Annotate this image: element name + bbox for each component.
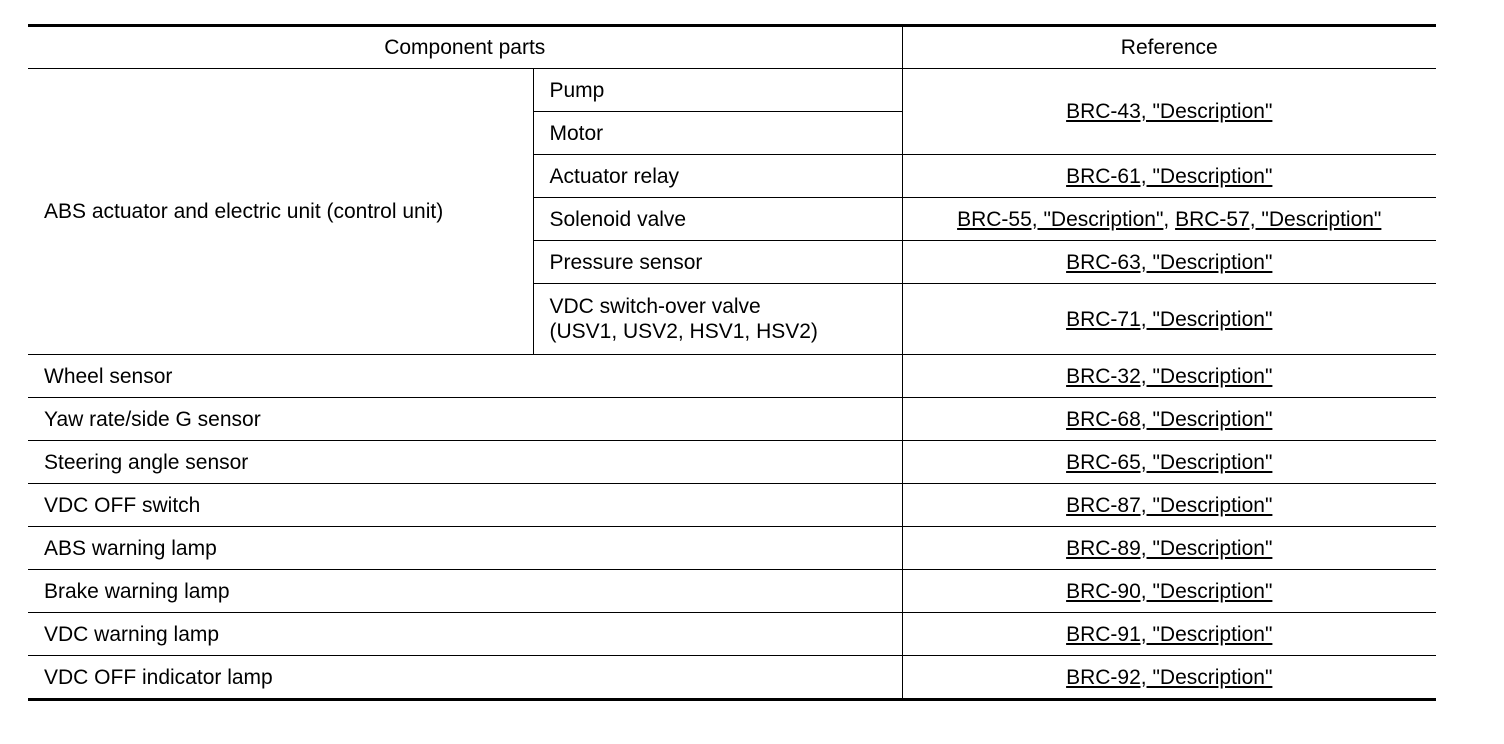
part-name: ABS warning lamp (28, 527, 902, 570)
reference-cell (902, 355, 1436, 398)
sub-part-pressure-sensor: Pressure sensor (533, 241, 902, 284)
reference-link[interactable]: BRC-65, "Description" (1066, 450, 1273, 474)
reference-link[interactable]: BRC-89, "Description" (1066, 536, 1273, 560)
reference-link[interactable]: BRC-63, "Description" (1066, 250, 1273, 274)
reference-link[interactable]: BRC-32, "Description" (1066, 364, 1273, 388)
part-name: Wheel sensor (28, 355, 902, 398)
sub-part-solenoid-valve: Solenoid valve (533, 198, 902, 241)
table-row (28, 613, 1436, 656)
reference-link[interactable]: BRC-43, "Description" (1066, 100, 1273, 123)
table-row (28, 527, 1436, 570)
sub-part-vdc-switch-over-valve (533, 284, 902, 355)
reference-cell (902, 613, 1436, 656)
reference-link[interactable]: BRC-87, "Description" (1066, 493, 1273, 517)
table-row (28, 570, 1436, 613)
sub-part-motor: Motor (533, 112, 902, 155)
reference-link[interactable]: BRC-55, "Description" (957, 207, 1164, 231)
reference-link[interactable]: BRC-90, "Description" (1066, 579, 1273, 603)
vdc-valve-line-1: VDC switch-over valve (549, 295, 761, 318)
part-name: VDC warning lamp (28, 613, 902, 656)
table-row (28, 355, 1436, 398)
table-row (28, 441, 1436, 484)
header-component-parts: Component parts (28, 26, 902, 69)
part-name: Steering angle sensor (28, 441, 902, 484)
reference-cell (902, 484, 1436, 527)
reference-cell (902, 656, 1436, 700)
reference-cell (902, 155, 1436, 198)
reference-cell (902, 398, 1436, 441)
reference-cell (902, 527, 1436, 570)
reference-link[interactable]: BRC-68, "Description" (1066, 407, 1273, 431)
table-row (28, 69, 1436, 112)
part-name: Brake warning lamp (28, 570, 902, 613)
sub-part-pump: Pump (533, 69, 902, 112)
reference-cell (902, 570, 1436, 613)
abs-unit-label: ABS actuator and electric unit (control unit) (28, 69, 533, 355)
part-name: Yaw rate/side G sensor (28, 398, 902, 441)
reference-separator: , (1163, 207, 1176, 231)
header-reference: Reference (902, 26, 1436, 69)
table-row (28, 398, 1436, 441)
table-row (28, 656, 1436, 700)
reference-link[interactable]: BRC-71, "Description" (1066, 307, 1273, 331)
component-parts-table (28, 24, 1436, 701)
vdc-valve-line-2: (USV1, USV2, HSV1, HSV2) (549, 320, 818, 343)
part-name: VDC OFF switch (28, 484, 902, 527)
reference-cell (902, 441, 1436, 484)
reference-cell (902, 284, 1436, 355)
reference-cell (902, 198, 1436, 241)
reference-link[interactable]: BRC-61, "Description" (1066, 164, 1273, 188)
reference-link[interactable]: BRC-91, "Description" (1066, 622, 1273, 646)
table-row (28, 484, 1436, 527)
reference-link[interactable]: BRC-92, "Description" (1066, 665, 1273, 689)
reference-cell (902, 241, 1436, 284)
table-header-row (28, 26, 1436, 69)
part-name: VDC OFF indicator lamp (28, 656, 902, 700)
sub-part-actuator-relay: Actuator relay (533, 155, 902, 198)
reference-link[interactable]: BRC-57, "Description" (1175, 207, 1382, 231)
reference-cell (902, 69, 1436, 155)
